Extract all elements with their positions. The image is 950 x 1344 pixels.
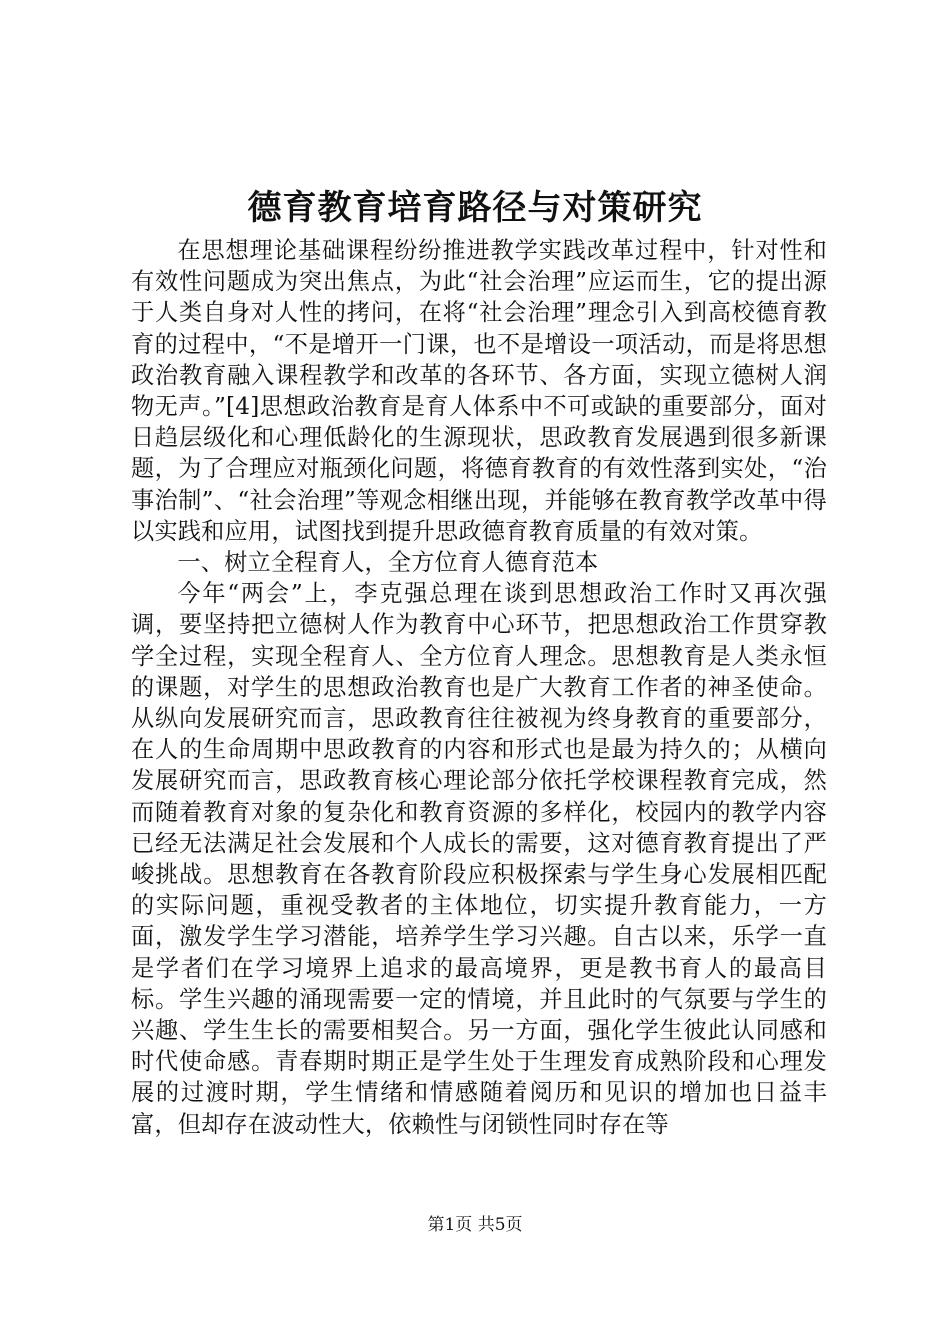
page-number-footer: 第1页 共5页 [427, 1215, 523, 1235]
paragraph-section-1: 今年“两会”上，李克强总理在谈到思想政治工作时又再次强调，要坚持把立德树人作为教育中心环节，把思想政治工作贯穿教学全过程，实现全程育人、全方位育人理念。思想教育是人类永恒的课题，对学生的思想政治教育也是广大教育工作者的神圣使命。从纵向发展研究而言，思政教育往往被视为终身教育的重要部分，在人的生命周期中思政教育的内容和形式也是最为持久的；从横向发展研究而言，思政教育核心理论部分依托学校课程教育完成，然而随着教育对象的复杂化和教育资源的多样化，校园内的教学内容已经无法满足社会发展和个人成长的需要，这对德育教育提出了严峻挑战。思想教育在各教育阶段应积极探索与学生身心发展相匹配的实际问题，重视受教者的主体地位，切实提升教育能力，一方面，激发学生学习潜能，培养学生学习兴趣。自古以来，乐学一直是学者们在学习境界上追求的最高境界，更是教书育人的最高目标。学生兴趣的涌现需要一定的情境，并且此时的气氛要与学生的兴趣、学生生长的需要相契合。另一方面，强化学生彼此认同感和时代使命感。青春期时期正是学生处于生理发育成熟阶段和心理发展的过渡时期，学生情绪和情感随着阅历和见识的增加也日益丰富，但却存在波动性大，依赖性与闭锁性同时存在等 [131, 580, 827, 1138]
document-title: 德育教育培育路径与对策研究 [247, 188, 703, 228]
section-heading: 一、树立全程育人，全方位育人德育范本 [177, 549, 599, 577]
paragraph-intro: 在思想理论基础课程纷纷推进教学实践改革过程中，针对性和有效性问题成为突出焦点，为此“社会治理”应运而生，它的提出源于人类自身对人性的拷问，在将“社会治理”理念引入到高校德育教育的过程中，“不是增开一门课，也不是增设一项活动，而是将思想政治教育融入课程教学和改革的各环节、各方面，实现立德树人润物无声。”[4]思想政治教育是育人体系中不可或缺的重要部分，面对日趋层级化和心理低龄化的生源现状，思政教育发展遇到很多新课题，为了合理应对瓶颈化问题，将德育教育的有效性落到实处，“治事治制”、“社会治理”等观念相继出现，并能够在教育教学改革中得以实践和应用，试图找到提升思政德育教育质量的有效对策。 [131, 237, 827, 545]
document-body [131, 235, 827, 1140]
